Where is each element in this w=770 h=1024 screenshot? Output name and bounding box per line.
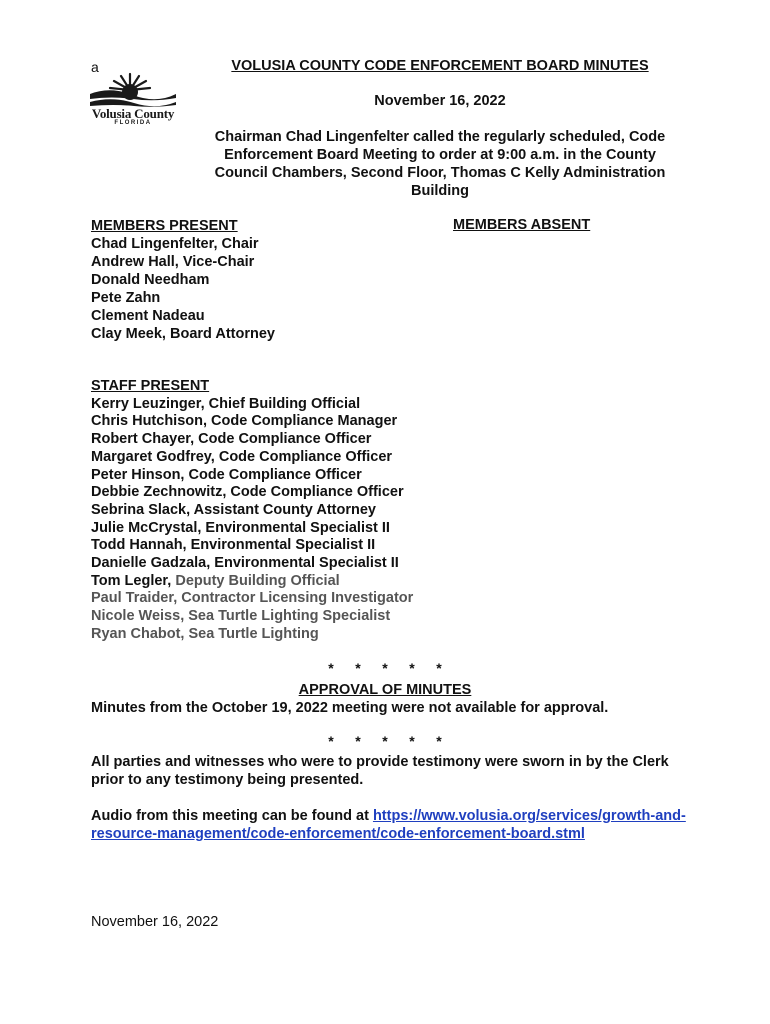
staff-present-section <box>91 378 413 644</box>
members-absent-heading: MEMBERS ABSENT <box>453 217 591 233</box>
member-item: Pete Zahn <box>91 290 161 306</box>
approval-text: Minutes from the October 19, 2022 meeting were not available for approval. <box>91 700 609 716</box>
audio-prefix: Audio from this meeting can be found at <box>91 808 373 824</box>
meeting-date: November 16, 2022 <box>374 93 506 109</box>
separator-stars: * * * * * <box>328 660 442 676</box>
staff-item: Kerry Leuzinger, Chief Building Official <box>91 395 361 412</box>
members-present-heading: MEMBERS PRESENT <box>91 218 238 234</box>
staff-item: Sebrina Slack, Assistant County Attorney <box>91 501 376 518</box>
staff-name: Tom Legler, <box>91 572 172 589</box>
testimony-statement: All parties and witnesses who were to provide testimony were sworn in by the Clerk prior to any testimony being presented. <box>91 754 669 788</box>
member-item: Clement Nadeau <box>91 308 205 324</box>
members-present-section <box>91 217 275 343</box>
member-item: Donald Needham <box>91 272 210 288</box>
staff-item: Nicole Weiss, Sea Turtle Lighting Specialist <box>91 608 391 625</box>
page-marker: a <box>91 59 99 75</box>
member-item: Clay Meek, Board Attorney <box>91 326 275 342</box>
staff-item: Robert Chayer, Code Compliance Officer <box>91 431 372 448</box>
approval-heading: APPROVAL OF MINUTES <box>298 682 472 698</box>
separator-stars: * * * * * <box>328 733 442 749</box>
staff-item: Ryan Chabot, Sea Turtle Lighting <box>91 625 319 642</box>
staff-title: Deputy Building Official <box>171 572 340 589</box>
staff-item: Debbie Zechnowitz, Code Compliance Officer <box>91 484 404 501</box>
audio-statement <box>91 807 691 843</box>
member-item: Chad Lingenfelter, Chair <box>91 236 259 252</box>
volusia-county-logo <box>88 72 178 130</box>
document-title: VOLUSIA COUNTY CODE ENFORCEMENT BOARD MINUTES <box>231 58 649 74</box>
staff-item: Todd Hannah, Environmental Specialist II <box>91 537 376 554</box>
staff-item <box>91 573 413 591</box>
staff-item: Paul Traider, Contractor Licensing Investigator <box>91 590 414 607</box>
footer-date: November 16, 2022 <box>91 914 219 930</box>
logo-state: FLORIDA <box>114 120 152 126</box>
member-item: Andrew Hall, Vice-Chair <box>91 254 255 270</box>
audio-link[interactable]: https://www.volusia.org/services/growth-and-resource-management/code-enforcement/code-enforcement-board.stml <box>91 808 686 842</box>
staff-item: Margaret Godfrey, Code Compliance Officer <box>91 448 393 465</box>
staff-present-heading: STAFF PRESENT <box>91 378 210 394</box>
staff-item: Chris Hutchison, Code Compliance Manager <box>91 413 398 430</box>
staff-item: Peter Hinson, Code Compliance Officer <box>91 466 362 483</box>
sun-wave-icon <box>88 72 178 108</box>
staff-item: Danielle Gadzala, Environmental Specialist II <box>91 555 399 572</box>
meeting-intro: Chairman Chad Lingenfelter called the regularly scheduled, Code Enforcement Board Meeting to order at 9:00 a.m. in the County Council Chambers, Second Floor, Thomas C Kelly Administration Building <box>214 129 666 199</box>
logo-name: Volusia County <box>91 106 175 121</box>
staff-item: Julie McCrystal, Environmental Specialist II <box>91 519 390 536</box>
